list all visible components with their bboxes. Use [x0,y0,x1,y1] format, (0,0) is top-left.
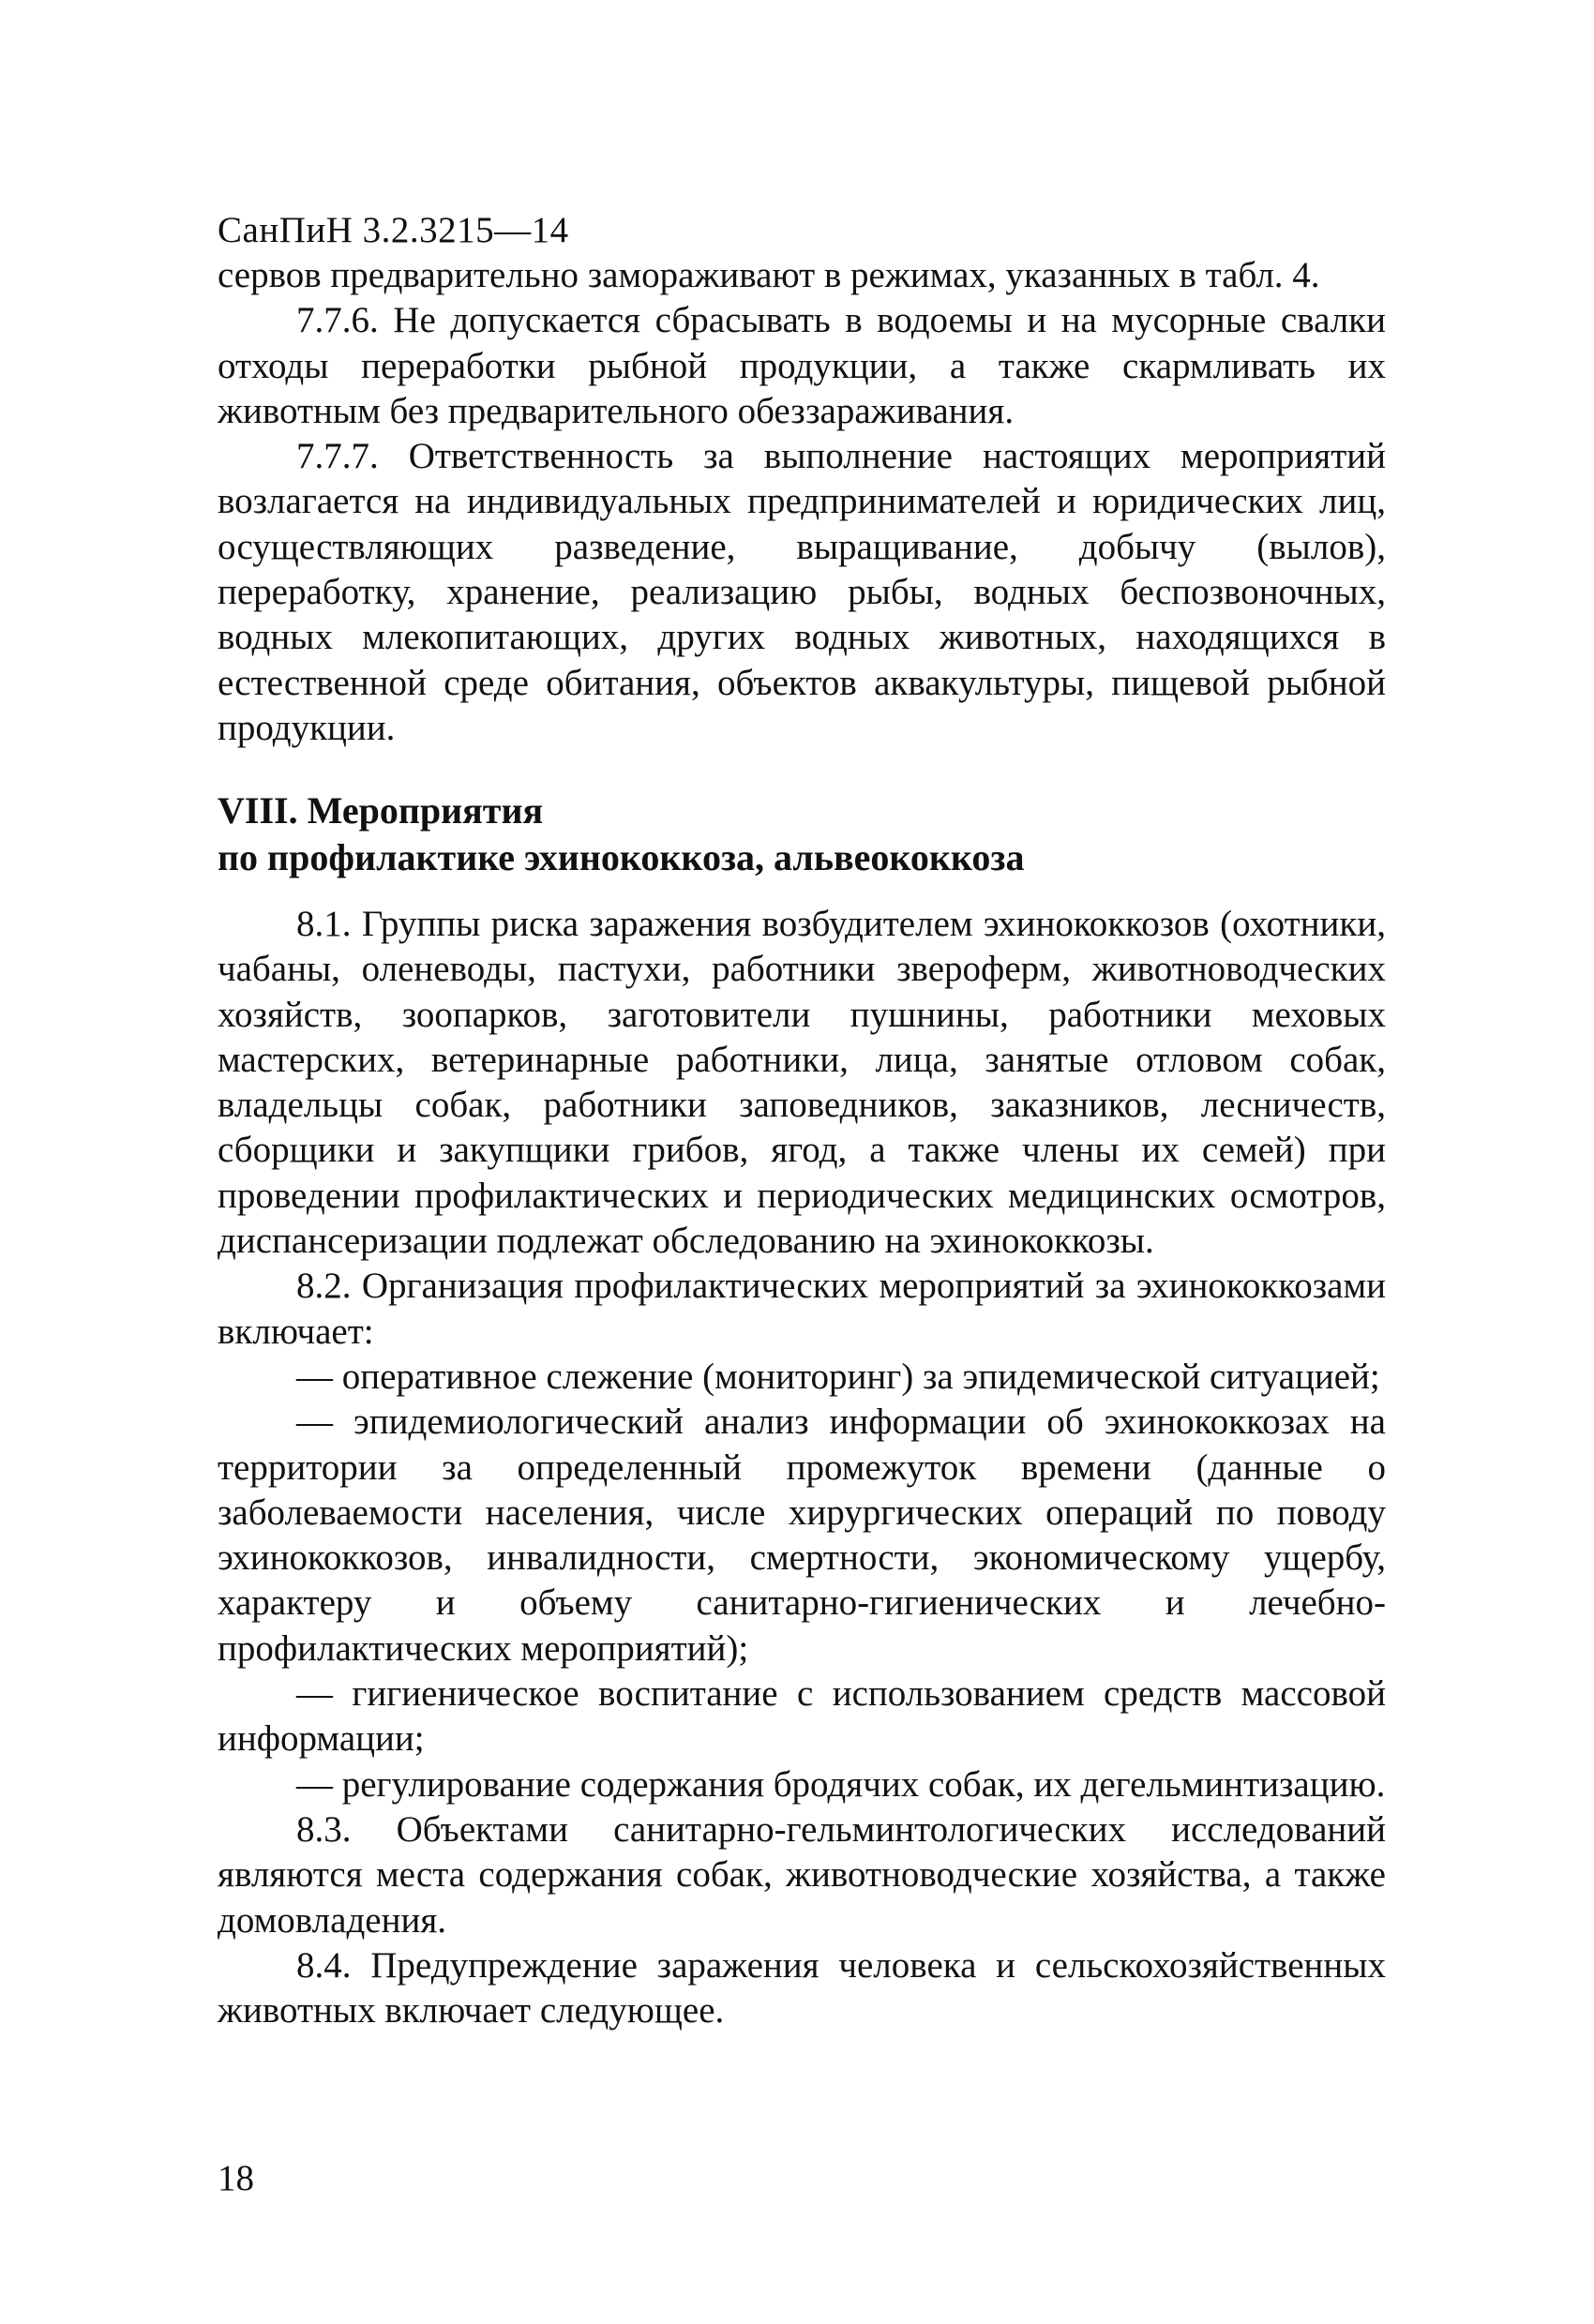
paragraph-8-2: 8.2. Организация профилактических мероприятий за эхинококкозами включает: [218,1266,1386,1352]
section-viii [218,787,1386,2033]
paragraph-7-7-7: 7.7.7. Ответственность за выполнение настоящих мероприятий возлагается на индивидуальных предпринимателей и юридических лиц, осуществляющих разведение, выращивание, добычу (вылов), переработку, хранение, реализацию рыбы, водных беспозвоночных, водных млекопитающих, других водных животных, находящихся в естественной среде обитания, объектов аквакультуры, пищевой рыбной продукции. [218,436,1386,748]
paragraph-8-4: 8.4. Предупреждение заражения человека и сельскохозяйственных животных включает следующее. [218,1944,1386,2032]
title-spacer [218,881,1386,902]
list-item-education: — гигиеническое воспитание с использованием средств массовой информации; [218,1673,1386,1760]
page-number: 18 [218,2158,254,2198]
paragraph-7-7-6: 7.7.6. Не допускается сбрасывать в водоемы и на мусорные свалки отходы переработки рыбной продукции, а также скармливать их животным без предварительного обеззараживания. [218,300,1386,431]
document-header: СанПиН 3.2.3215—14 [218,210,569,250]
list-item-monitoring: — оперативное слежение (мониторинг) за эпидемической ситуацией; [296,1356,1380,1397]
text-block-top [218,253,1386,751]
paragraph: сервов предварительно замораживают в режимах, указанных в табл. 4. [218,255,1320,295]
paragraph-8-3: 8.3. Объектами санитарно-гельминтологических исследований являются места содержания собак, животноводческие хозяйства, а также домовладения. [218,1808,1386,1941]
list-item-analysis: — эпидемиологический анализ информации об эхинококкозах на территории за определенный промежуток времени (данные о заболеваемости населения, числе хирургических операций по поводу эхинококкозов, инвалидности, смертности, экономическому ущербу, характеру и объему санитарно-гигиенических и лечебно-профилактических мероприятий); [218,1402,1386,1669]
section-title-line-2: по профилактике эхинококкоза, альвеококкоза [218,836,1025,878]
list-item-stray-dogs: — регулирование содержания бродячих собак, их дегельминтизацию. [296,1763,1386,1805]
section-title-line-1: VIII. Мероприятия [218,789,544,832]
paragraph-8-1: 8.1. Группы риска заражения возбудителем эхинококкозов (охотники, чабаны, оленеводы, пастухи, работники звероферм, животноводческих хозяйств, зоопарков, заготовители пушнины, работники меховых мастерских, ветеринарные работники, лица, занятые отловом собак, владельцы собак, работники заповедников, заказников, лесничеств, сборщики и закупщики грибов, ягод, а также члены их семей) при проведении профилактических и периодических медицинских осмотров, диспансеризации подлежат обследованию на эхинококкозы. [218,904,1386,1262]
